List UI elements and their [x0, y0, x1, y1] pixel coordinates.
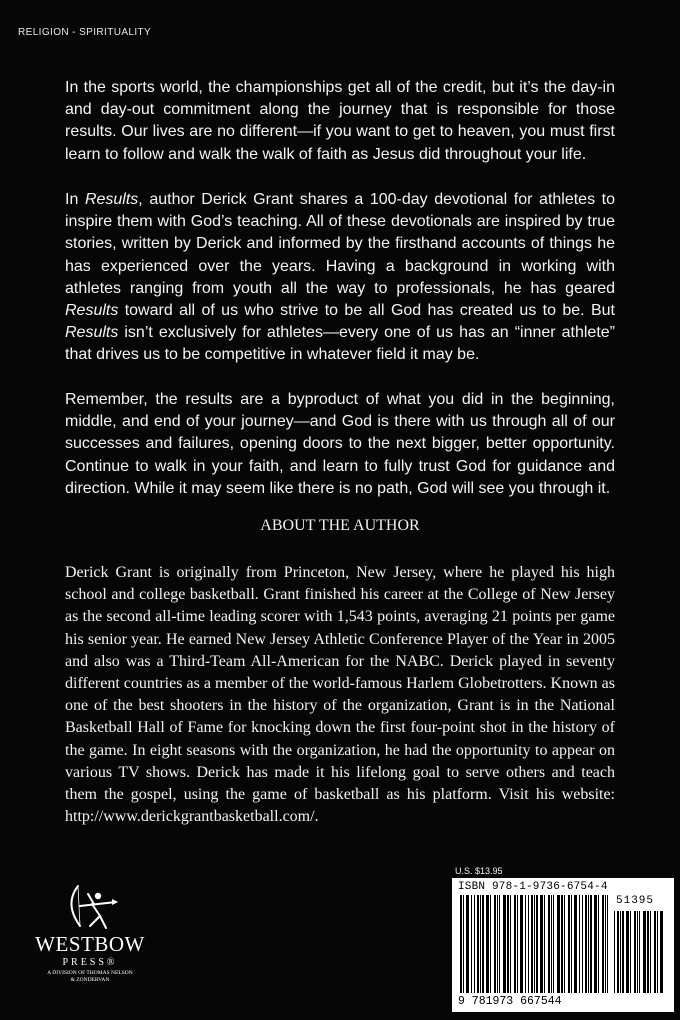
barcode-bar	[471, 895, 472, 993]
barcode-bar	[548, 895, 550, 993]
barcode-bar	[536, 895, 538, 993]
barcode-bar	[540, 895, 543, 993]
barcode-bar	[637, 911, 638, 993]
barcode-bar	[460, 895, 462, 993]
barcode-bar	[594, 895, 597, 993]
barcode-bar	[486, 895, 489, 993]
barcode-bar	[525, 895, 526, 993]
publisher-division	[20, 970, 160, 984]
barcode-bar	[650, 911, 651, 993]
barcode-bar	[643, 911, 646, 993]
barcode-bar	[571, 895, 572, 993]
barcode-addon	[614, 911, 666, 993]
barcode-bar	[626, 911, 629, 993]
barcode-bar	[639, 911, 640, 993]
barcode-bar	[497, 895, 498, 993]
division-line-1: A DIVISION OF THOMAS NELSON	[47, 970, 133, 976]
barcode-bar	[590, 895, 592, 993]
barcode-bar	[630, 911, 631, 993]
publisher-logo	[20, 882, 160, 992]
barcode-bar	[561, 895, 563, 993]
barcode-bar	[574, 895, 577, 993]
barcode-bar	[507, 895, 509, 993]
isbn-label: ISBN 978-1-9736-6754-4	[458, 881, 608, 893]
barcode-bar	[647, 911, 649, 993]
blurb-paragraph-2	[65, 189, 615, 367]
barcode-bar	[544, 895, 545, 993]
book-title: Results	[84, 191, 139, 208]
barcode-bar	[463, 895, 464, 993]
barcode-bar	[598, 895, 599, 993]
barcode-bar	[551, 895, 552, 993]
barcode-bar	[517, 895, 518, 993]
barcode-bar	[557, 895, 560, 993]
publisher-name: WESTBOW	[35, 932, 145, 956]
barcode-box	[452, 878, 674, 1012]
book-title: Results	[65, 324, 119, 342]
figure-with-bow-icon	[58, 882, 122, 932]
barcode-bar	[466, 895, 469, 993]
blurb-text: toward all of us who strive to be all God has created us to be. But	[118, 302, 615, 320]
publisher-press: PRESS®	[62, 957, 118, 968]
barcode-bar	[531, 895, 533, 993]
blurb-paragraph-3: Remember, the results are a byproduct of what you did in the beginning, middle, and end of your journey—and God is there with us through all of our successes and failures, opening doors to the next bigger, better opportunity. Continue to walk in your faith, and learn to fully trust God for guidance and direction. While it may seem like there is no path, God will see you through it.	[65, 391, 615, 497]
barcode-bar	[480, 895, 481, 993]
barcode-bar	[490, 895, 491, 993]
barcode-bar	[510, 895, 511, 993]
barcode-digits: 9 781973 667544	[458, 995, 562, 1008]
barcode-bar	[564, 895, 565, 993]
category-label: RELIGION - SPIRITUALITY	[18, 27, 152, 38]
barcode-bar	[585, 895, 587, 993]
barcode-bar	[579, 895, 580, 993]
blurb-text: In	[65, 191, 85, 208]
barcode-bar	[568, 895, 570, 993]
barcode-bar	[588, 895, 589, 993]
barcode-bar	[514, 895, 516, 993]
barcode-bar	[553, 895, 554, 993]
barcode-bar	[620, 911, 621, 993]
barcode-bar	[474, 895, 475, 993]
about-author-heading: ABOUT THE AUTHOR	[260, 517, 420, 534]
book-title: Results	[65, 302, 119, 320]
barcode-bar	[605, 895, 606, 993]
barcode-bar	[494, 895, 496, 993]
barcode-bar	[499, 895, 500, 993]
blurb-paragraph-1: In the sports world, the championships get all of the credit, but it’s the day-in and day-out commitment along the journey that is responsible for those results. Our lives are no different—if you want to get to heaven, you must first learn to follow and walk the walk of faith as Jesus did throughout your life.	[65, 79, 615, 163]
barcode-bar	[582, 895, 583, 993]
barcode-bar	[657, 911, 658, 993]
barcode-bar	[503, 895, 506, 993]
barcode-bar	[482, 895, 484, 993]
barcode-bar	[477, 895, 479, 993]
barcode-bar	[528, 895, 529, 993]
barcode-bar	[660, 911, 663, 993]
barcode-bar	[614, 911, 615, 993]
barcode-bar	[634, 911, 636, 993]
blurb-text: isn’t exclusively for athletes—every one of us has an “inner athlete” that drives us to be competitive in whatever field it may be.	[65, 324, 615, 364]
barcode-bar	[622, 911, 624, 993]
barcode-bar	[607, 895, 608, 993]
price-label: U.S. $13.95	[455, 866, 503, 876]
barcode	[460, 895, 610, 993]
author-bio: Derick Grant is originally from Princeton, New Jersey, where he played his high school and college basketball. Grant finished his career at the College of New Jersey as the second all-time leading scorer with 1,543 points, averaging 21 points per game his senior year. He earned New Jersey Athletic Conference Player of the Year in 2005 and also was a Third-Team All-American for the NABC. Derick played in seventy different countries as a member of the world-famous Harlem Globetrotters. Known as one of the best shooters in the history of the organization, Grant is in the National Basketball Hall of Fame for knocking down the first four-point shot in the history of the game. In eight seasons with the organization, he had the opportunity to appear on various TV shows. Derick has made it his lifelong goal to serve others and teach them the gospel, using the game of basketball as his platform. Visit his website: http://www.derickgrantbasketball.com/.	[65, 564, 615, 826]
division-line-2: & ZONDERVAN	[70, 977, 110, 983]
blurb-text: , author Derick Grant shares a 100-day devotional for athletes to inspire them with God’s teaching. All of these devotionals are inspired by true stories, written by Derick and informed by the firsthand accounts of things he has experienced over the years. Having a background in working with athletes ranging from youth all the way to professionals, he has geared	[65, 191, 616, 297]
barcode-addon-text: 51395	[616, 895, 655, 907]
barcode-bar	[602, 895, 604, 993]
barcode-bar	[520, 895, 523, 993]
barcode-bar	[534, 895, 535, 993]
barcode-bar	[617, 911, 619, 993]
barcode-bar	[654, 911, 656, 993]
